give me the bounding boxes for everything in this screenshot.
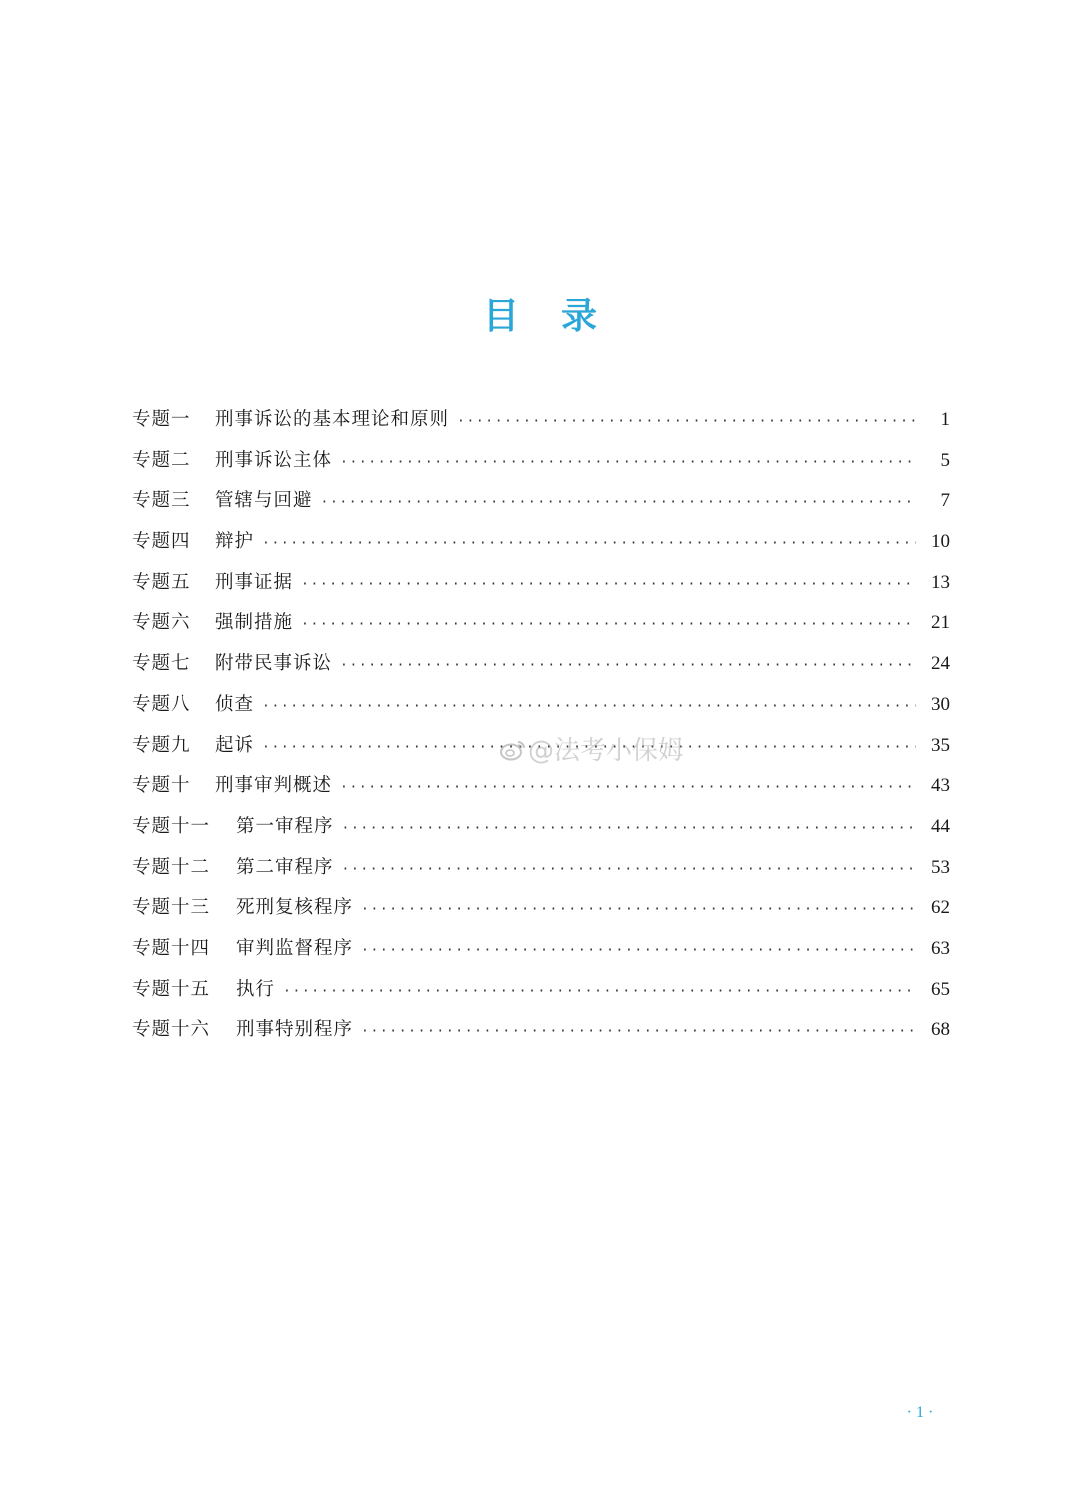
dot-leader (361, 1012, 916, 1053)
toc-entry (132, 766, 950, 807)
toc-entry (132, 481, 950, 522)
dot-leader (342, 809, 916, 850)
dot-leader (321, 483, 916, 524)
toc-entry (132, 522, 950, 563)
toc-topic-title: 辩护 (215, 531, 255, 553)
toc-page-number: 43 (931, 775, 950, 797)
toc-section-label: 专题三 (132, 490, 191, 512)
dot-leader (301, 605, 916, 646)
toc-page-number: 13 (931, 571, 950, 593)
dot-leader (340, 646, 916, 687)
toc-topic-title: 刑事诉讼的基本理论和原则 (215, 409, 450, 430)
dot-leader (262, 687, 916, 728)
toc-section-label: 专题十四 (132, 937, 211, 959)
toc-page-number: 7 (940, 490, 950, 512)
toc-section-label: 专题十三 (132, 897, 211, 919)
watermark-text: @法考小保姆 (528, 736, 685, 766)
toc-topic-title: 侦查 (215, 693, 255, 715)
toc-topic-title: 死刑复核程序 (236, 897, 354, 919)
toc-section-label: 专题八 (132, 693, 191, 715)
toc-section-label: 专题十六 (132, 1019, 211, 1041)
toc-entry (132, 685, 950, 726)
page-title: 目录 (482, 295, 639, 337)
toc-section-label: 专题五 (132, 571, 191, 593)
toc-entry (132, 929, 950, 970)
toc-section-label: 专题二 (132, 449, 191, 471)
toc-section-label: 专题十五 (132, 978, 211, 1000)
table-of-contents (132, 400, 950, 1051)
toc-section-label: 专题十 (132, 775, 191, 797)
toc-entry (132, 970, 950, 1011)
toc-topic-title: 审判监督程序 (236, 937, 354, 959)
toc-section-label: 专题四 (132, 531, 191, 553)
toc-topic-title: 第一审程序 (236, 815, 334, 837)
toc-page-number: 62 (931, 897, 950, 919)
toc-section-label: 专题十二 (132, 856, 211, 878)
dot-leader (361, 890, 916, 931)
dot-leader (262, 524, 916, 565)
toc-topic-title: 刑事证据 (215, 571, 294, 593)
toc-page-number: 24 (931, 653, 950, 675)
toc-entry (132, 807, 950, 848)
toc-entry (132, 603, 950, 644)
dot-leader (361, 931, 916, 972)
toc-topic-title: 管辖与回避 (215, 490, 313, 512)
toc-section-label: 专题九 (132, 734, 191, 756)
toc-section-label: 专题一 (132, 409, 191, 430)
toc-entry (132, 1010, 950, 1051)
dot-leader (283, 972, 916, 1013)
toc-topic-title: 刑事特别程序 (236, 1019, 354, 1041)
toc-page-number: 44 (931, 815, 950, 837)
toc-page-number: 65 (931, 978, 950, 1000)
toc-page-number: 10 (931, 531, 950, 553)
toc-page-number: 53 (931, 856, 950, 878)
toc-page-number: 21 (931, 612, 950, 634)
toc-topic-title: 起诉 (215, 734, 255, 756)
toc-page-number: 63 (931, 937, 950, 959)
toc-entry (132, 400, 950, 441)
toc-entry (132, 848, 950, 889)
toc-topic-title: 强制措施 (215, 612, 294, 634)
dot-leader (340, 443, 916, 484)
toc-entry (132, 644, 950, 685)
toc-topic-title: 附带民事诉讼 (215, 653, 333, 675)
dot-leader (342, 850, 916, 891)
toc-entry (132, 441, 950, 482)
page-number-footer: · 1 · (906, 1404, 934, 1421)
toc-page-number: 5 (940, 449, 950, 471)
dot-leader (457, 402, 916, 443)
toc-section-label: 专题七 (132, 653, 191, 675)
toc-topic-title: 执行 (236, 978, 276, 1000)
dot-leader (301, 565, 916, 606)
toc-section-label: 专题十一 (132, 815, 211, 837)
toc-entry (132, 563, 950, 604)
toc-page-number: 35 (931, 734, 950, 756)
toc-page-number: 30 (931, 693, 950, 715)
toc-topic-title: 第二审程序 (236, 856, 334, 878)
toc-section-label: 专题六 (132, 612, 191, 634)
toc-topic-title: 刑事审判概述 (215, 775, 333, 797)
toc-entry (132, 888, 950, 929)
toc-topic-title: 刑事诉讼主体 (215, 449, 333, 471)
toc-page-number: 1 (940, 409, 950, 430)
toc-page-number: 68 (931, 1019, 950, 1041)
watermark (500, 730, 684, 767)
weibo-logo-icon (500, 738, 526, 760)
dot-leader (340, 768, 916, 809)
